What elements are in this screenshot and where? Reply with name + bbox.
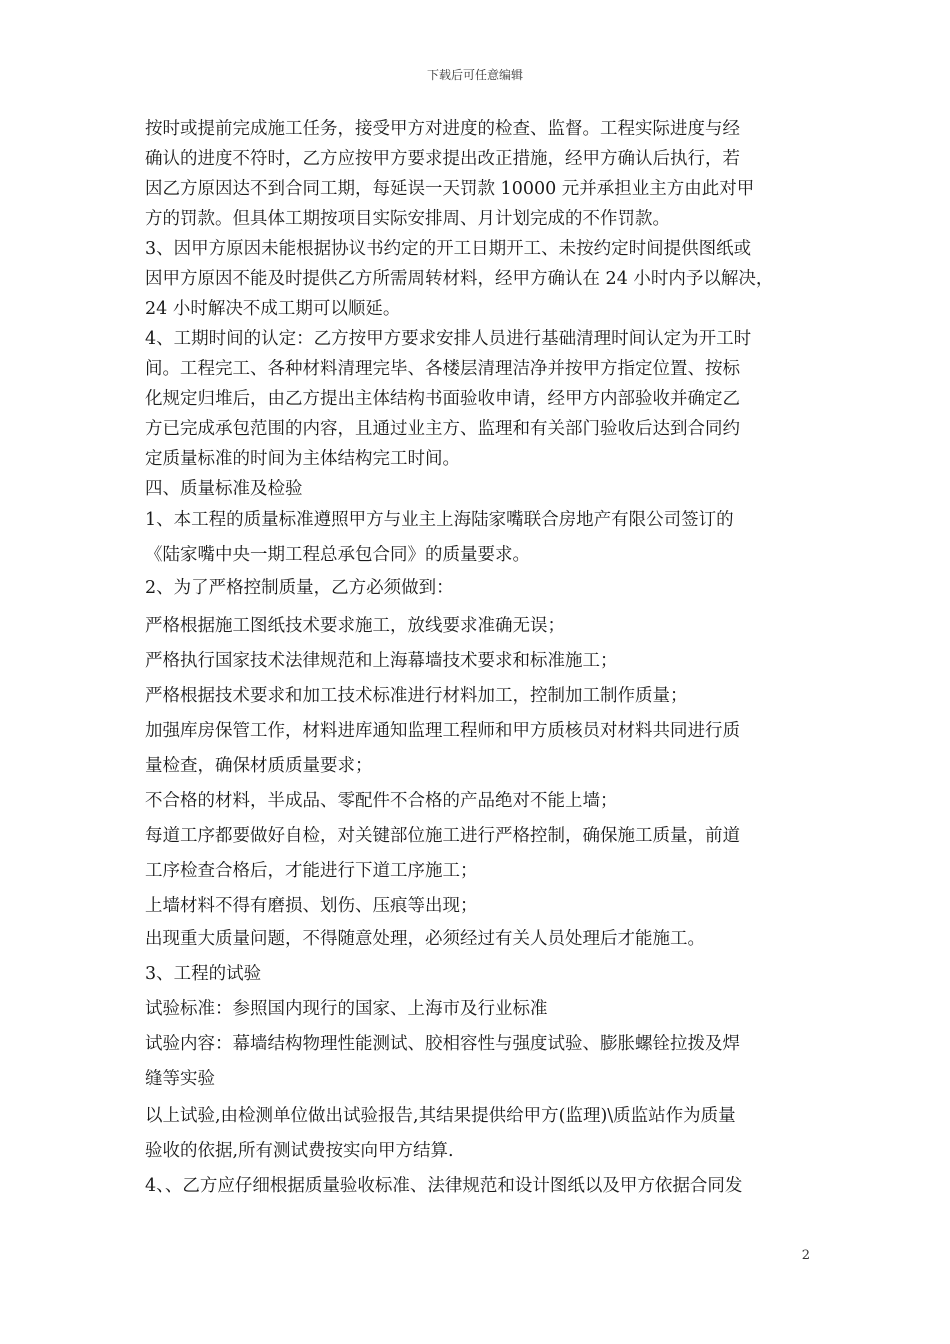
text-line: 每道工序都要做好自检，对关键部位施工进行严格控制，确保施工质量，前道 (145, 826, 740, 846)
text-line: 3、因甲方原因未能根据协议书约定的开工日期开工、未按约定时间提供图纸或 (145, 239, 752, 259)
text-line: 《陆家嘴中央一期工程总承包合同》的质量要求。 (145, 545, 530, 565)
text-line: 间。工程完工、各种材料清理完毕、各楼层清理洁净并按甲方指定位置、按标 (145, 359, 740, 379)
header-note: 下载后可任意编辑 (426, 68, 523, 82)
text-line: 严格根据施工图纸技术要求施工，放线要求准确无误； (145, 616, 565, 636)
text-line: 确认的进度不符时，乙方应按甲方要求提出改正措施，经甲方确认后执行，若 (145, 149, 740, 169)
text-line: 严格根据技术要求和加工技术标准进行材料加工，控制加工制作质量； (145, 686, 688, 706)
text-line: 上墙材料不得有磨损、划伤、压痕等出现； (145, 896, 478, 916)
text-line: 严格执行国家技术法律规范和上海幕墙技术要求和标准施工； (145, 651, 618, 671)
text-line: 3、工程的试验 (145, 964, 262, 984)
text-line: 量检查，确保材质质量要求； (145, 756, 373, 776)
text-line: 24 小时解决不成工期可以顺延。 (145, 299, 401, 319)
text-line: 定质量标准的时间为主体结构完工时间。 (145, 449, 460, 469)
text-line: 验收的依据,所有测试费按实向甲方结算. (145, 1141, 454, 1161)
text-line: 因乙方原因达不到合同工期，每延误一天罚款 10000 元并承担业主方由此对甲 (145, 179, 755, 199)
text-line: 方的罚款。但具体工期按项目实际安排周、月计划完成的不作罚款。 (145, 209, 670, 229)
text-line: 工序检查合格后，才能进行下道工序施工； (145, 861, 478, 881)
text-line: 出现重大质量问题，不得随意处理，必须经过有关人员处理后才能施工。 (145, 929, 705, 949)
text-line: 2、为了严格控制质量，乙方必须做到： (145, 578, 454, 598)
text-line: 试验标准：参照国内现行的国家、上海市及行业标准 (145, 999, 548, 1019)
text-line: 试验内容：幕墙结构物理性能测试、胶相容性与强度试验、膨胀螺铨拉拨及焊 (145, 1034, 740, 1054)
text-line: 按时或提前完成施工任务，接受甲方对进度的检查、监督。工程实际进度与经 (145, 119, 740, 139)
text-line: 1、本工程的质量标准遵照甲方与业主上海陆家嘴联合房地产有限公司签订的 (145, 510, 734, 530)
text-line: 方已完成承包范围的内容，且通过业主方、监理和有关部门验收后达到合同约 (145, 419, 740, 439)
text-line: 4、、乙方应仔细根据质量验收标准、法律规范和设计图纸以及甲方依据合同发 (145, 1176, 743, 1196)
page-number: 2 (801, 1248, 810, 1263)
section-heading: 四、质量标准及检验 (145, 479, 303, 499)
text-line: 加强库房保管工作，材料进库通知监理工程师和甲方质核员对材料共同进行质 (145, 721, 740, 741)
text-line: 以上试验,由检测单位做出试验报告,其结果提供给甲方(监理)\质监站作为质量 (145, 1106, 736, 1126)
text-line: 化规定归堆后，由乙方提出主体结构书面验收申请，经甲方内部验收并确定乙 (145, 389, 740, 409)
text-line: 4、工期时间的认定：乙方按甲方要求安排人员进行基础清理时间认定为开工时 (145, 329, 752, 349)
text-line: 不合格的材料，半成品、零配件不合格的产品绝对不能上墙； (145, 791, 618, 811)
page-header (0, 66, 950, 83)
text-line: 缝等实验 (145, 1069, 215, 1089)
text-line: 因甲方原因不能及时提供乙方所需周转材料，经甲方确认在 24 小时内予以解决， (145, 269, 774, 289)
